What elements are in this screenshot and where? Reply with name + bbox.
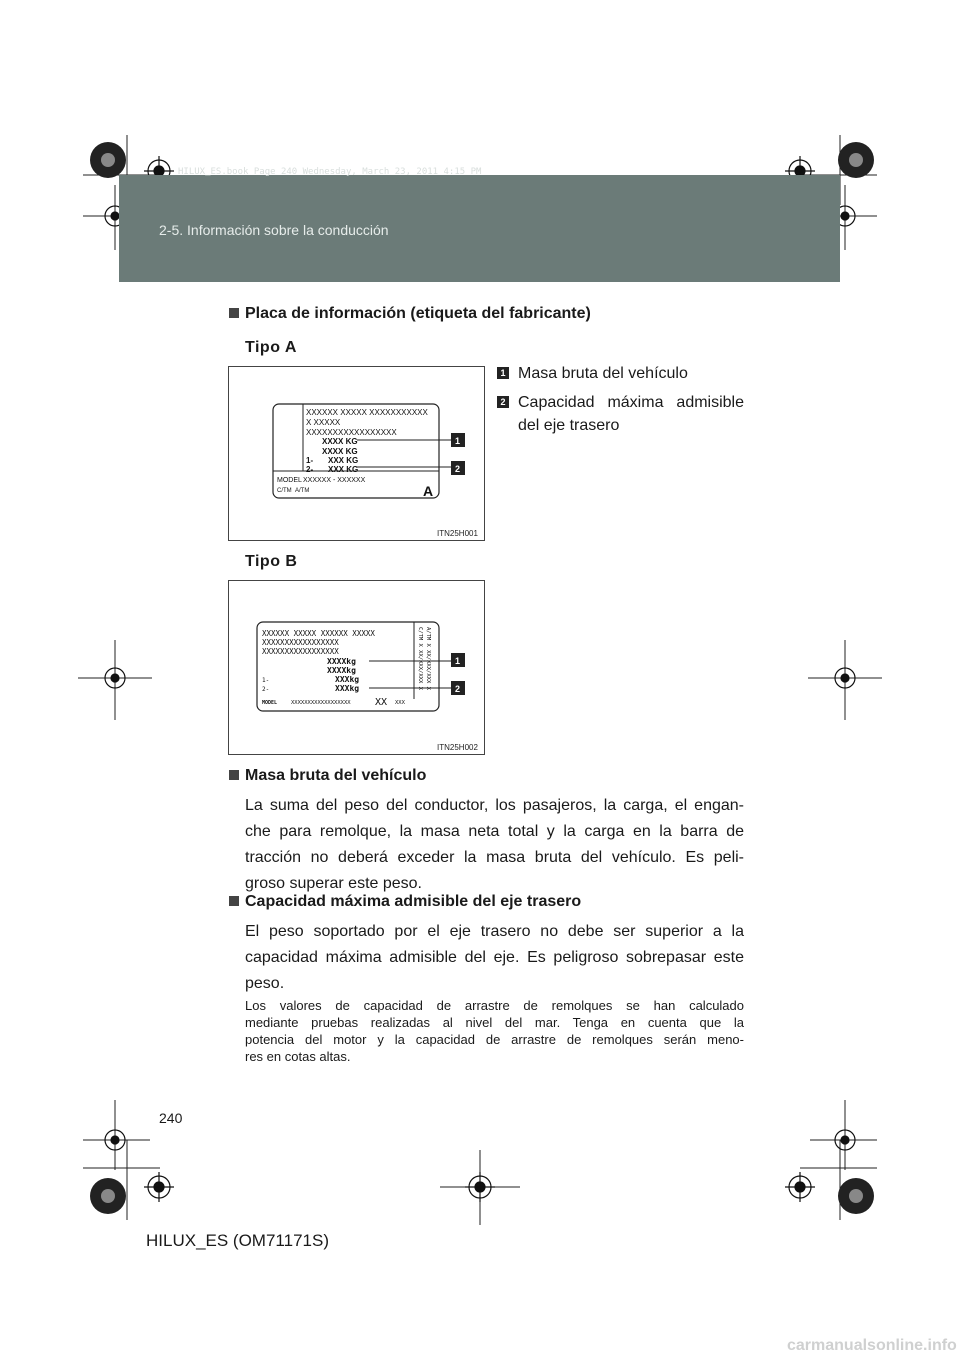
plate-b-xx: XX bbox=[375, 697, 388, 708]
axle-heading-row bbox=[229, 893, 581, 911]
plate-b-row2-value: XXXkg bbox=[335, 684, 360, 693]
note-line-2: mediante pruebas realizadas al nivel del mar. Tenga en cuenta que la bbox=[245, 1015, 744, 1030]
plate-b-line-1: XXXXXX XXXXX XXXXXX XXXXX bbox=[262, 629, 375, 638]
plate-b-callout-2: 2 bbox=[455, 684, 461, 694]
tipo-a-label: Tipo A bbox=[245, 339, 297, 356]
gross-heading: Masa bruta del vehículo bbox=[245, 767, 427, 784]
manual-code: HILUX_ES (OM71171S) bbox=[146, 1231, 329, 1250]
figure-type-b bbox=[228, 580, 485, 755]
figure-b-code: ITN25H002 bbox=[437, 743, 478, 752]
gross-line-3: tracción no deberá exceder la masa bruta del vehículo. Es peli- bbox=[245, 849, 744, 866]
axle-line-2: capacidad máxima admisible del eje. Es peligroso sobrepasar este bbox=[245, 949, 744, 966]
section-title: 2-5. Información sobre la conducción bbox=[159, 222, 389, 238]
plate-b-xxx: XXX bbox=[395, 700, 405, 706]
page-number: 240 bbox=[159, 1110, 183, 1126]
plate-a-model-label: MODEL bbox=[277, 477, 302, 484]
plate-a-line-2: X XXXXX bbox=[306, 418, 341, 427]
figure-type-a bbox=[228, 366, 485, 541]
plate-b-drawing bbox=[229, 581, 484, 754]
plate-b-callout-1: 1 bbox=[455, 656, 461, 666]
plate-a-ctm-left: C/TM bbox=[277, 488, 292, 494]
plate-a-model-value: XXXXXX - XXXXXX bbox=[303, 477, 366, 484]
towing-note bbox=[245, 997, 744, 1065]
gross-line-4: groso superar este peso. bbox=[245, 875, 422, 892]
legend-text-2: Capacidad máxima admisible del eje trasero bbox=[518, 394, 744, 434]
plate-a-kg-2: XXXX KG bbox=[322, 447, 358, 456]
legend bbox=[497, 362, 744, 443]
gross-line-1: La suma del peso del conductor, los pasajeros, la carga, el engan- bbox=[245, 797, 744, 814]
axle-line-3: peso. bbox=[245, 975, 285, 992]
plate-heading-row bbox=[229, 305, 591, 323]
tipo-b-label: Tipo B bbox=[245, 553, 298, 570]
plate-a-kg-1: XXXX KG bbox=[322, 437, 358, 446]
legend-text-1: Masa bruta del vehículo bbox=[518, 365, 688, 382]
gross-paragraph bbox=[245, 793, 744, 897]
plate-a-drawing bbox=[229, 367, 484, 540]
plate-a-letter: A bbox=[423, 483, 434, 499]
plate-b-model-label: MODEL bbox=[262, 700, 278, 706]
plate-b-line-3: XXXXXXXXXXXXXXXXX bbox=[262, 647, 339, 656]
plate-b-kg-1: XXXXkg bbox=[327, 657, 356, 666]
plate-b-model-value: XXXXXXXXXXXXXXXXXX bbox=[291, 700, 351, 706]
callout-badge-2: 2 bbox=[497, 396, 509, 408]
gross-heading-row bbox=[229, 767, 426, 785]
bullet-square-icon bbox=[229, 308, 239, 318]
note-line-1: Los valores de capacidad de arrastre de remolques se han calculado bbox=[245, 998, 744, 1013]
note-line-4: res en cotas altas. bbox=[245, 1049, 351, 1064]
site-watermark: carmanualsonline.info bbox=[787, 1337, 957, 1354]
bullet-square-icon bbox=[229, 896, 239, 906]
plate-a-callout-1: 1 bbox=[455, 436, 461, 446]
plate-a-row1-label: 1- bbox=[306, 456, 314, 465]
legend-item-1 bbox=[497, 362, 744, 385]
plate-a-line-3: XXXXXXXXXXXXXXXXX bbox=[306, 428, 397, 437]
axle-heading: Capacidad máxima admisible del eje trasero bbox=[245, 893, 582, 910]
axle-paragraph bbox=[245, 919, 744, 997]
bullet-square-icon bbox=[229, 770, 239, 780]
plate-b-side-col-1: C/TM X XX/XXX/XXX X bbox=[417, 627, 423, 690]
legend-item-2 bbox=[497, 391, 744, 437]
print-slug: HILUX_ES.book Page 240 Wednesday, March 23, 2011 4:15 PM bbox=[178, 167, 482, 177]
plate-b-row1-value: XXXkg bbox=[335, 675, 360, 684]
plate-b-row2-label: 2- bbox=[262, 686, 270, 693]
plate-b-side-col-2: A/TM X XX/XXX/XXX X bbox=[425, 627, 431, 690]
plate-a-row2-label: 2- bbox=[306, 465, 314, 474]
plate-b-kg-2: XXXXkg bbox=[327, 666, 356, 675]
callout-badge-1: 1 bbox=[497, 367, 509, 379]
gross-line-2: che para remolque, la masa neta total y la carga en la barra de bbox=[245, 823, 744, 840]
plate-a-line-1: XXXXXX XXXXX XXXXXXXXXXX bbox=[306, 408, 428, 417]
plate-b-row1-label: 1- bbox=[262, 677, 270, 684]
plate-a-row2-value: XXX KG bbox=[328, 465, 359, 474]
plate-a-callout-2: 2 bbox=[455, 464, 461, 474]
plate-heading: Placa de información (etiqueta del fabricante) bbox=[245, 305, 591, 322]
plate-a-row1-value: XXX KG bbox=[328, 456, 359, 465]
plate-a-ctm-right: A/TM bbox=[295, 488, 310, 494]
figure-a-code: ITN25H001 bbox=[437, 529, 478, 538]
note-line-3: potencia del motor y la capacidad de arrastre de remolques serán meno- bbox=[245, 1032, 744, 1047]
plate-b-line-2: XXXXXXXXXXXXXXXXX bbox=[262, 638, 339, 647]
axle-line-1: El peso soportado por el eje trasero no debe ser superior a la bbox=[245, 923, 744, 940]
